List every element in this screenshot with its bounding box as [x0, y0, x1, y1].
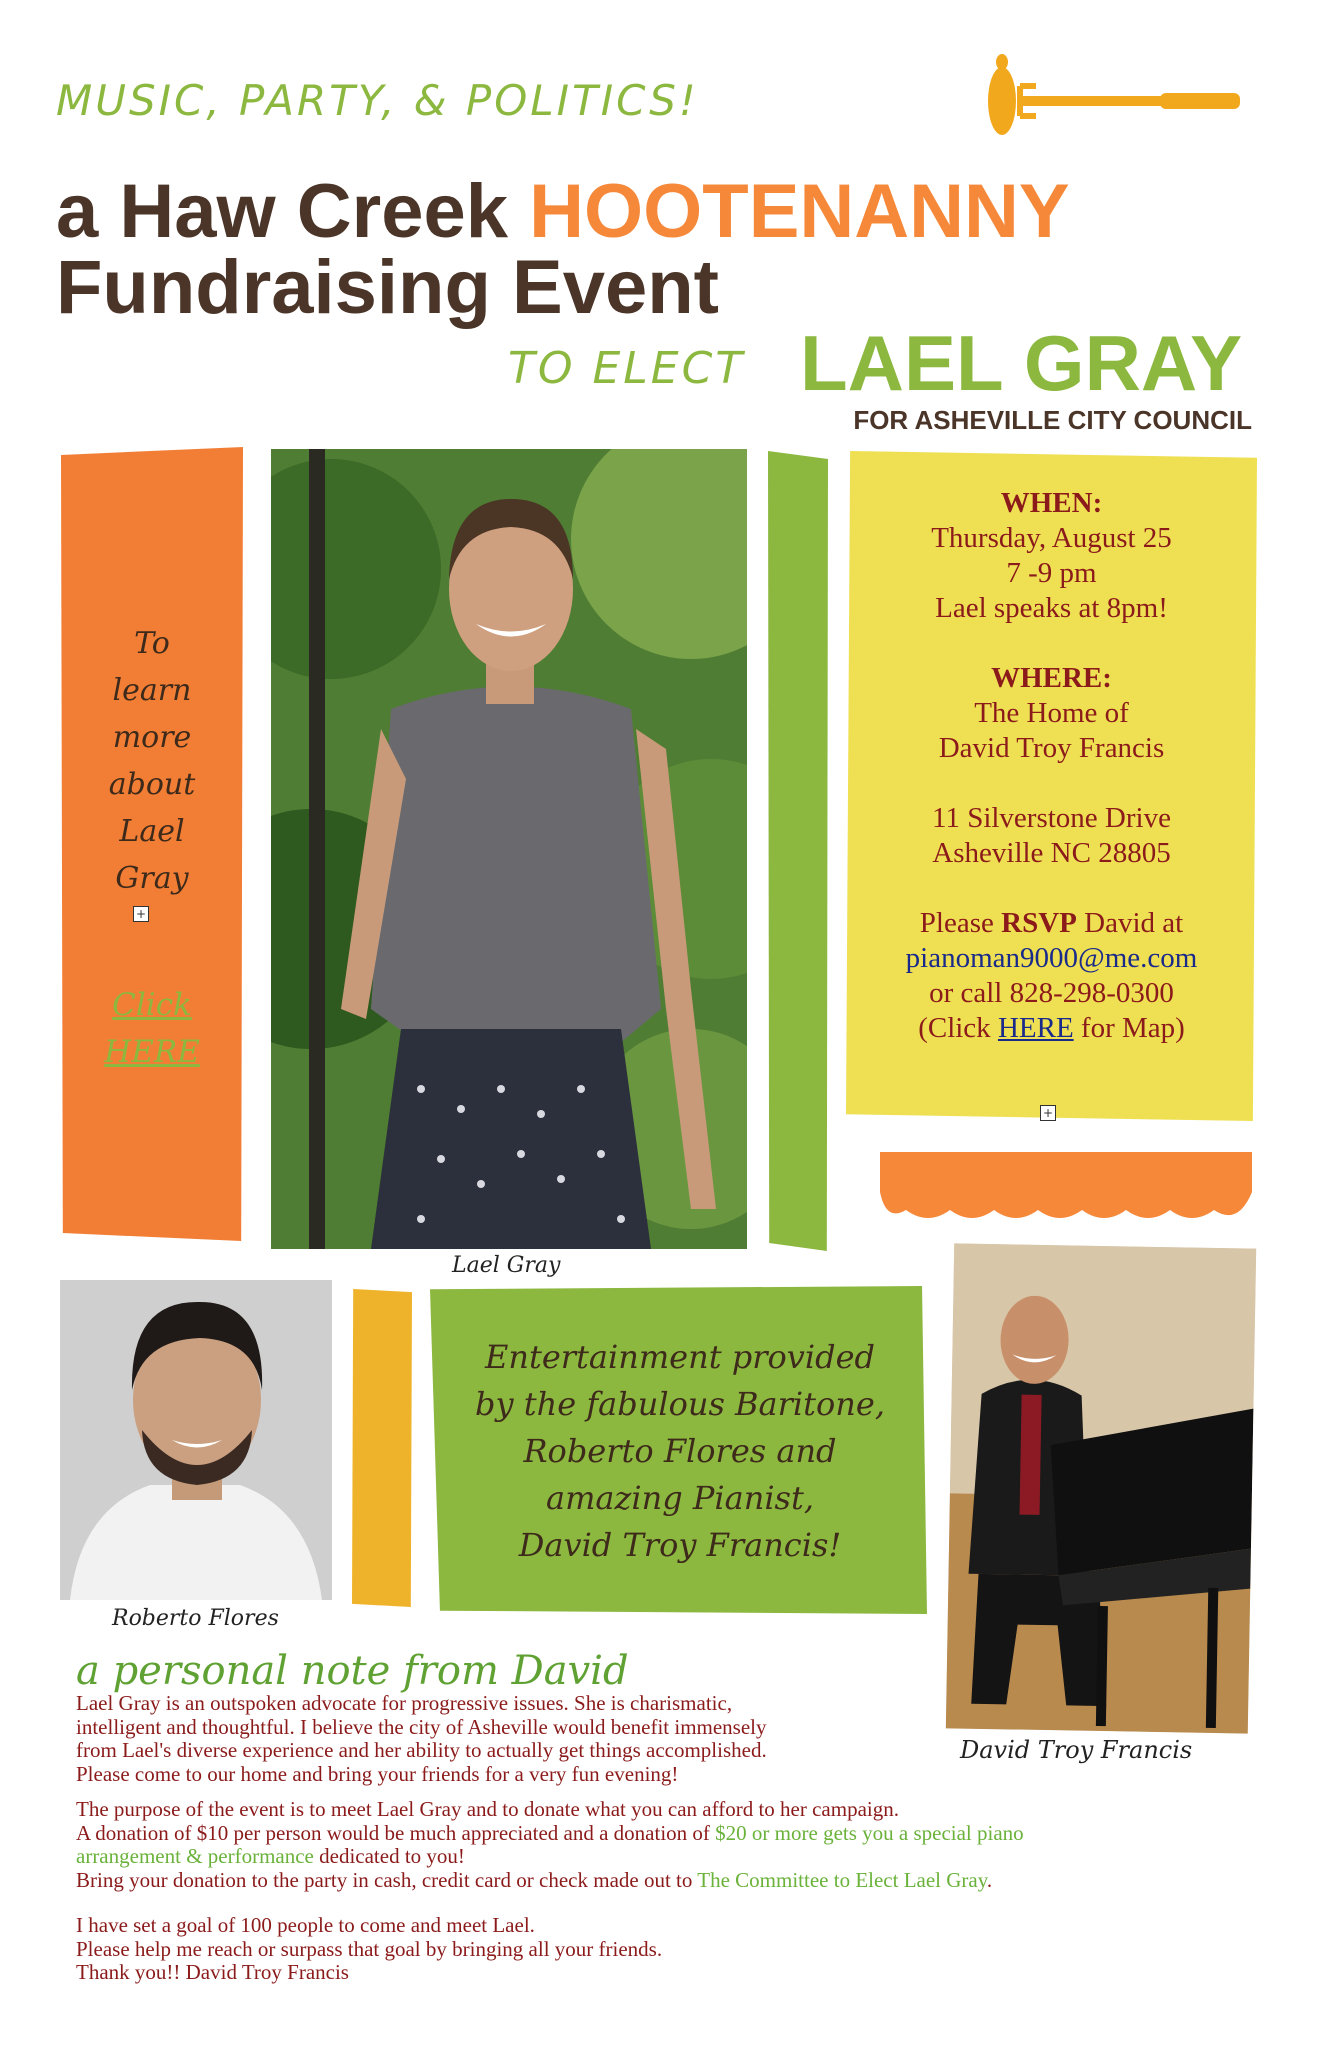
to-elect-label: TO ELECT — [508, 343, 746, 394]
note-line: intelligent and thoughtful. I believe the city of Asheville would benefit immensely — [76, 1714, 767, 1739]
entertainment-line: amazing Pianist, — [546, 1479, 814, 1517]
tagline: MUSIC, PARTY, & POLITICS! — [56, 76, 699, 125]
note-line: from Lael's diverse experience and her ability to actually get things accomplished. — [76, 1738, 767, 1762]
note-highlight: The Committee to Elect Lael Gray — [697, 1867, 987, 1892]
rsvp-email[interactable]: pianoman9000@me.com — [905, 942, 1198, 974]
event-time: 7 -9 pm — [1006, 557, 1097, 589]
rsvp-line — [846, 906, 1257, 941]
roberto-caption: Roberto Flores — [112, 1606, 279, 1631]
entertainment-line: Roberto Flores and — [523, 1432, 837, 1470]
note-line: Bring your donation to the party in cash, credit card or check made out to — [76, 1867, 698, 1892]
note-line: Lael Gray is an outspoken advocate for progressive issues. She is charismatic, — [76, 1691, 733, 1715]
learn-line: about — [108, 767, 196, 802]
note-line: I have set a goal of 100 people to come and meet Lael. — [76, 1913, 535, 1937]
note-line: Thank you!! David Troy Francis — [76, 1960, 349, 1984]
when-label: WHEN: — [1000, 487, 1103, 519]
headline-line2: Fundraising Event — [56, 245, 719, 330]
roberto-flores-photo — [60, 1280, 332, 1600]
map-suffix: for Map) — [1073, 1012, 1185, 1044]
note-paragraph — [76, 1914, 1276, 1985]
speaking-time: Lael speaks at 8pm! — [935, 592, 1168, 624]
map-link[interactable]: HERE — [997, 1012, 1074, 1044]
david-troy-francis-photo — [946, 1243, 1256, 1733]
where-label: WHERE: — [991, 662, 1112, 694]
learn-line: more — [112, 720, 192, 755]
headline-prefix: a Haw Creek — [56, 169, 530, 254]
venue-line: David Troy Francis — [938, 732, 1165, 764]
entertainment-text — [440, 1334, 920, 1569]
entertainment-line: David Troy Francis! — [518, 1526, 842, 1564]
note-highlight: $20 or more gets you a special piano — [715, 1820, 1024, 1845]
lael-caption: Lael Gray — [452, 1253, 561, 1278]
david-caption: David Troy Francis — [960, 1736, 1193, 1764]
expand-icon[interactable]: + — [133, 906, 149, 922]
rsvp-bold: RSVP — [1001, 907, 1077, 939]
personal-note — [76, 1692, 1276, 1997]
rsvp-suffix: David at — [1076, 907, 1184, 939]
entertainment-line: Entertainment provided — [484, 1338, 876, 1376]
event-info — [846, 486, 1257, 1046]
note-paragraph — [76, 1692, 936, 1786]
learn-line: To — [134, 626, 170, 661]
note-line: Please come to our home and bring your friends for a very fun evening! — [76, 1761, 679, 1786]
venue-line: The Home of — [974, 697, 1129, 729]
click-line[interactable]: Click — [112, 987, 192, 1023]
note-title: a personal note from David — [76, 1648, 629, 1694]
rsvp-prefix: Please — [919, 907, 1002, 939]
candidate-name: LAEL GRAY — [800, 319, 1243, 407]
click-line[interactable]: HERE — [104, 1034, 200, 1070]
office-label: FOR ASHEVILLE CITY COUNCIL — [853, 405, 1252, 435]
address-line: 11 Silverstone Drive — [932, 802, 1171, 834]
scalloped-awning — [880, 1152, 1252, 1226]
learn-line: learn — [112, 673, 192, 708]
headline-highlight: HOOTENANNY — [529, 169, 1070, 254]
headline — [56, 168, 1070, 255]
note-line: Please help me reach or surpass that goal by bringing all your friends. — [76, 1936, 663, 1961]
note-paragraph — [76, 1798, 1276, 1892]
decorative-yellow-bar — [352, 1289, 412, 1607]
learn-line: Gray — [115, 861, 189, 896]
learn-more-text — [61, 620, 243, 902]
address-line: Asheville NC 28805 — [932, 837, 1171, 869]
note-line: The purpose of the event is to meet Lael Gray and to donate what you can afford to her campaign. — [76, 1797, 899, 1821]
map-line — [846, 1011, 1257, 1046]
entertainment-line: by the fabulous Baritone, — [475, 1385, 885, 1423]
event-date: Thursday, August 25 — [931, 522, 1172, 554]
map-prefix: (Click — [918, 1012, 998, 1044]
decorative-green-bar — [768, 451, 828, 1251]
note-line: . — [986, 1867, 993, 1892]
hotdog-fork-icon — [980, 52, 1250, 152]
note-line: dedicated to you! — [313, 1844, 465, 1868]
lael-gray-photo — [271, 449, 747, 1249]
expand-icon[interactable]: + — [1040, 1105, 1056, 1121]
learn-line: Lael — [119, 814, 185, 849]
learn-more-link[interactable] — [61, 982, 243, 1076]
phone-line: or call 828-298-0300 — [929, 977, 1174, 1009]
note-line: A donation of $10 per person would be much appreciated and a donation of — [76, 1820, 716, 1845]
note-highlight: arrangement & performance — [76, 1844, 314, 1868]
